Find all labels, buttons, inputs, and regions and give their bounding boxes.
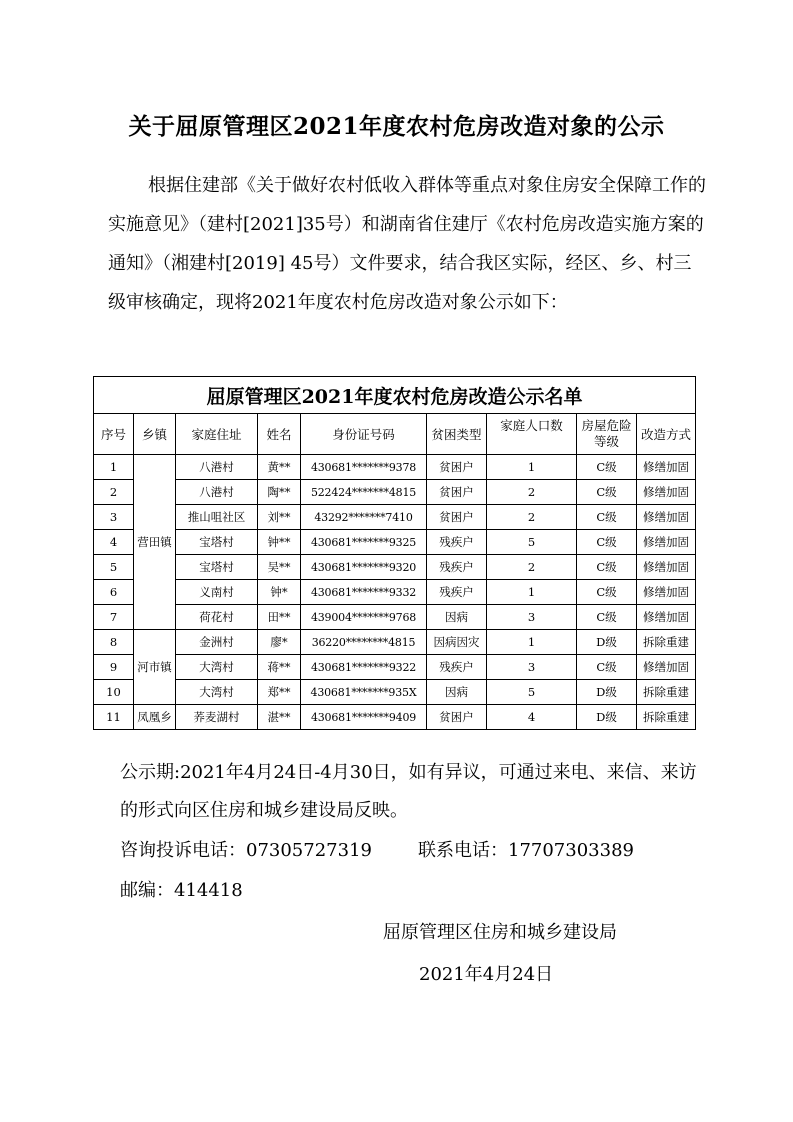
cell-people: 5: [487, 530, 577, 555]
table-row: [94, 655, 696, 680]
table-row: [94, 555, 696, 580]
cell-method: 修缮加固: [637, 605, 696, 630]
cell-method: 拆除重建: [637, 630, 696, 655]
cell-id: 43292*******7410: [301, 505, 427, 530]
cell-people: 2: [487, 555, 577, 580]
header-no: 序号: [94, 414, 134, 455]
cell-address: 八港村: [176, 480, 258, 505]
cell-method: 修缮加固: [637, 580, 696, 605]
cell-people: 4: [487, 705, 577, 730]
cell-no: 1: [94, 455, 134, 480]
cell-people: 3: [487, 605, 577, 630]
signature-org: 屈原管理区住房和城乡建设局: [383, 922, 617, 943]
cell-no: 2: [94, 480, 134, 505]
cell-no: 5: [94, 555, 134, 580]
cell-address: 大湾村: [176, 680, 258, 705]
cell-name: 田**: [258, 605, 301, 630]
cell-level: C级: [577, 555, 637, 580]
table-row: [94, 680, 696, 705]
header-people: 家庭人口数: [487, 414, 577, 455]
header-address: 家庭住址: [176, 414, 258, 455]
cell-id: 430681*******9378: [301, 455, 427, 480]
cell-type: 残疾户: [427, 555, 487, 580]
header-method: 改造方式: [637, 414, 696, 455]
intro-paragraph: [108, 166, 708, 322]
cell-type: 因病: [427, 605, 487, 630]
cell-no: 8: [94, 630, 134, 655]
cell-type: 残疾户: [427, 530, 487, 555]
cell-town: 营田镇: [134, 455, 176, 630]
cell-level: D级: [577, 680, 637, 705]
cell-id: 36220********4815: [301, 630, 427, 655]
cell-people: 5: [487, 680, 577, 705]
cell-method: 拆除重建: [637, 680, 696, 705]
cell-method: 修缮加固: [637, 555, 696, 580]
cell-level: C级: [577, 480, 637, 505]
cell-people: 3: [487, 655, 577, 680]
cell-level: C级: [577, 580, 637, 605]
cell-name: 郑**: [258, 680, 301, 705]
contact-phone: 联系电话：17707303389: [418, 840, 634, 861]
page-title: 关于屈原管理区2021年度农村危房改造对象的公示: [128, 113, 665, 140]
cell-name: 蒋**: [258, 655, 301, 680]
cell-type: 贫困户: [427, 505, 487, 530]
table-row: [94, 455, 696, 480]
cell-no: 10: [94, 680, 134, 705]
cell-people: 1: [487, 580, 577, 605]
table-caption: 屈原管理区2021年度农村危房改造公示名单: [94, 377, 696, 414]
cell-address: 金洲村: [176, 630, 258, 655]
cell-no: 7: [94, 605, 134, 630]
cell-id: 430681*******9325: [301, 530, 427, 555]
cell-id: 430681*******9409: [301, 705, 427, 730]
cell-id: 430681*******935X: [301, 680, 427, 705]
cell-no: 11: [94, 705, 134, 730]
header-name: 姓名: [258, 414, 301, 455]
cell-people: 2: [487, 480, 577, 505]
cell-method: 拆除重建: [637, 705, 696, 730]
cell-no: 3: [94, 505, 134, 530]
cell-level: C级: [577, 505, 637, 530]
renovation-table: [93, 376, 696, 730]
header-id: 身份证号码: [301, 414, 427, 455]
cell-address: 义南村: [176, 580, 258, 605]
cell-name: 陶**: [258, 480, 301, 505]
cell-name: 刘**: [258, 505, 301, 530]
cell-name: 钟**: [258, 530, 301, 555]
table-row: [94, 505, 696, 530]
cell-type: 贫困户: [427, 455, 487, 480]
table-row: [94, 605, 696, 630]
header-town: 乡镇: [134, 414, 176, 455]
postcode: 邮编：414418: [120, 880, 243, 901]
cell-method: 修缮加固: [637, 655, 696, 680]
signature-date: 2021年4月24日: [419, 964, 554, 985]
cell-method: 修缮加固: [637, 455, 696, 480]
cell-level: D级: [577, 705, 637, 730]
cell-name: 吴**: [258, 555, 301, 580]
cell-id: 439004*******9768: [301, 605, 427, 630]
cell-id: 430681*******9320: [301, 555, 427, 580]
cell-level: C级: [577, 655, 637, 680]
cell-people: 1: [487, 630, 577, 655]
table-row: [94, 630, 696, 655]
cell-address: 宝塔村: [176, 530, 258, 555]
intro-text: 根据住建部《关于做好农村低收入群体等重点对象住房安全保障工作的实施意见》（建村[2021]35号）和湖南省住建厅《农村危房改造实施方案的通知》（湘建村[2019] 45号）文件要求，结合我区实际，经区、乡、村三级审核确定，现将2021年度农村危房改造对象公示如下：: [108, 175, 706, 313]
cell-type: 因病: [427, 680, 487, 705]
cell-name: 廖*: [258, 630, 301, 655]
cell-no: 4: [94, 530, 134, 555]
cell-address: 大湾村: [176, 655, 258, 680]
table-row: [94, 705, 696, 730]
cell-level: D级: [577, 630, 637, 655]
cell-type: 残疾户: [427, 655, 487, 680]
cell-type: 因病因灾: [427, 630, 487, 655]
cell-id: 430681*******9332: [301, 580, 427, 605]
cell-name: 湛**: [258, 705, 301, 730]
cell-name: 钟*: [258, 580, 301, 605]
cell-name: 黄**: [258, 455, 301, 480]
header-level: 房屋危险等级: [577, 414, 637, 455]
cell-town: 凤凰乡: [134, 705, 176, 730]
cell-address: 荷花村: [176, 605, 258, 630]
cell-method: 修缮加固: [637, 505, 696, 530]
cell-address: 荞麦湖村: [176, 705, 258, 730]
cell-no: 6: [94, 580, 134, 605]
cell-method: 修缮加固: [637, 480, 696, 505]
cell-id: 522424*******4815: [301, 480, 427, 505]
cell-address: 八港村: [176, 455, 258, 480]
cell-type: 贫困户: [427, 705, 487, 730]
notice-text: 公示期:2021年4月24日-4月30日，如有异议，可通过来电、来信、来访的形式向区住房和城乡建设局反映。: [120, 762, 697, 821]
cell-method: 修缮加固: [637, 530, 696, 555]
header-type: 贫困类型: [427, 414, 487, 455]
cell-address: 推山咀社区: [176, 505, 258, 530]
table-row: [94, 530, 696, 555]
cell-id: 430681*******9322: [301, 655, 427, 680]
cell-address: 宝塔村: [176, 555, 258, 580]
table-header-row: [94, 414, 696, 455]
cell-level: C级: [577, 530, 637, 555]
table-row: [94, 480, 696, 505]
cell-people: 2: [487, 505, 577, 530]
cell-type: 贫困户: [427, 480, 487, 505]
cell-type: 残疾户: [427, 580, 487, 605]
table-row: [94, 580, 696, 605]
complaint-phone: 咨询投诉电话：07305727319: [120, 840, 372, 861]
cell-people: 1: [487, 455, 577, 480]
cell-level: C级: [577, 605, 637, 630]
cell-no: 9: [94, 655, 134, 680]
cell-level: C级: [577, 455, 637, 480]
cell-town: 河市镇: [134, 630, 176, 705]
